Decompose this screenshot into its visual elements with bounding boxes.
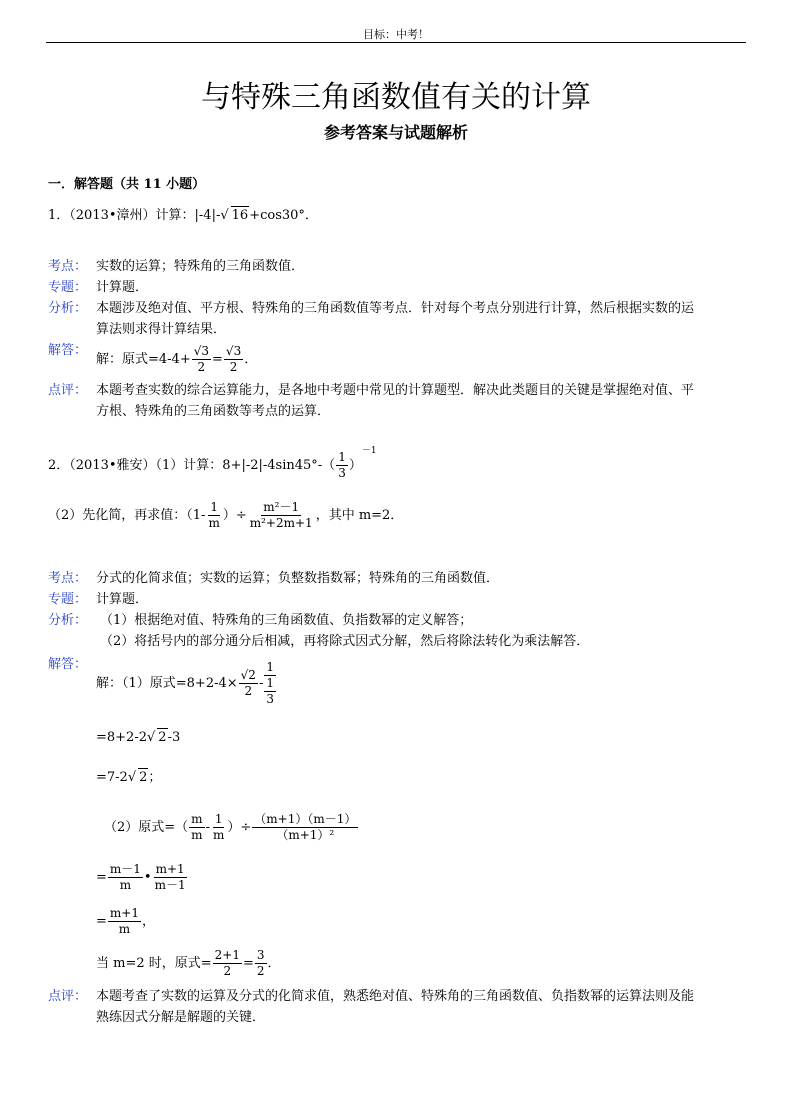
q2-part2-fraction-1	[206, 500, 221, 531]
q1-suffix: +cos30°．	[249, 208, 318, 223]
q2-j7-fraction-1	[213, 948, 242, 979]
q2-j6-fraction	[108, 906, 141, 937]
q2-j1-minus: -	[258, 676, 264, 691]
q2-j5-fraction-1	[108, 862, 143, 893]
page-title: 与特殊三角函数值有关的计算	[201, 80, 591, 115]
q2-part2-fraction-2	[248, 500, 315, 531]
q2-j4-f1-num: m	[191, 812, 203, 826]
q2-j3-suffix: ；	[148, 770, 162, 785]
q2-j7-f1-den: 2	[223, 964, 232, 978]
q2-j4-fraction-2	[211, 812, 226, 843]
q2-j6-eq: =	[96, 914, 107, 929]
q2-j5-f1-num: m－1	[109, 862, 141, 876]
q1-jieda-prefix: 解：原式=4-4+	[96, 352, 191, 367]
q2-j3-rad: 2	[139, 770, 148, 785]
q2-j5-fraction-2	[153, 862, 188, 893]
q2-part2	[48, 500, 403, 531]
q1-zhuanti: 计算题．	[96, 280, 149, 295]
q2-j4-big-fraction	[252, 812, 358, 843]
q2-fenxi-line1: （1）根据绝对值、特殊角的三角函数值、负指数幂的定义解答；	[100, 613, 473, 628]
q2-part1	[48, 446, 377, 481]
q2-dianping-line1: 本题考查了实数的运算及分式的化简求值，熟悉绝对值、特殊角的三角函数值、负指数幂的运算法则及能	[96, 989, 695, 1004]
q2-jieda-step7	[96, 948, 281, 979]
q2-j6-f-num: m+1	[109, 906, 139, 920]
q2-j4-fraction-1	[189, 812, 204, 843]
q1-prefix: 1．（2013•漳州）计算：|-4|-	[48, 208, 221, 223]
q1-fenxi-label: 分析：	[48, 301, 88, 316]
q2-j5-f1-den: m	[119, 878, 132, 892]
q2-part1-prefix: 2．（2013•雅安）（1）计算：8+|-2|-4sin45°-（	[48, 458, 336, 473]
q2-part1-close: ）	[348, 458, 362, 473]
q2-j1-complex-fraction	[264, 660, 276, 707]
q2-j1-cfrac-den-top: 1	[266, 676, 274, 690]
q2-j5-f2-den: m－1	[154, 878, 186, 892]
q1-sqrt-arg: 16	[231, 208, 249, 223]
q2-j7-end: ．	[267, 956, 281, 971]
q2-part2-suffix: ，其中 m=2．	[315, 508, 404, 523]
q2-kaodian-label: 考点：	[48, 571, 88, 586]
q2-j7-f2-num: 3	[256, 948, 265, 962]
q2-part1-frac-den: 3	[338, 466, 346, 480]
q2-j4-f1-den: m	[191, 828, 203, 842]
q2-jieda-step2	[96, 728, 180, 747]
sqrt-icon: √	[127, 770, 137, 785]
q2-part2-frac2-num: m²－1	[263, 500, 300, 514]
q2-j5-dot: •	[143, 870, 152, 885]
q2-j2-suffix: -3	[167, 730, 181, 745]
q1-dianping-line1: 本题考查实数的综合运算能力，是各地中考题中常见的计算题型．解决此类题目的关键是掌握绝对值、平	[96, 383, 695, 398]
q2-j6-suffix: ，	[141, 914, 155, 929]
q1-frac1-num: √3	[193, 344, 210, 358]
q1-dianping-label: 点评：	[48, 383, 88, 398]
header-rule	[46, 42, 746, 43]
q1-frac2-den: 2	[229, 360, 238, 374]
q2-j2-rad: 2	[158, 730, 167, 745]
q1-frac2-num: √3	[225, 344, 242, 358]
q2-j4-minus: -	[205, 820, 210, 835]
q2-j1-cfrac-den	[264, 676, 276, 707]
q1-zhuanti-label: 专题：	[48, 280, 88, 295]
q2-j1-prefix: 解：（1）原式=8+2-4×	[96, 676, 238, 691]
q2-j1-cfrac-num: 1	[266, 660, 274, 674]
q1-problem	[48, 206, 318, 225]
q2-j7-f1-num: 2+1	[214, 948, 240, 962]
q2-jieda-step4	[104, 812, 359, 843]
q2-dianping-line2: 熟练因式分解是解题的关键．	[96, 1010, 266, 1025]
q1-jieda	[96, 344, 257, 375]
q2-fenxi-line2: （2）将括号内的部分通分后相减，再将除式因式分解，然后将除法转化为乘法解答．	[100, 634, 590, 649]
sqrt-icon: √	[147, 730, 156, 745]
q2-part2-frac1-num: 1	[210, 500, 218, 514]
section-heading: 一．解答题（共 11 小题）	[48, 177, 206, 192]
q2-jieda-step6	[96, 906, 155, 937]
q2-j7-fraction-2	[255, 948, 267, 979]
q2-kaodian: 分式的化简求值；实数的运算；负整数指数幂；特殊角的三角函数值．	[96, 571, 500, 586]
q1-jieda-label: 解答：	[48, 343, 88, 358]
q2-j1-cfrac-den-bot: 3	[266, 692, 274, 706]
q2-j6-f-den: m	[118, 922, 131, 936]
q2-j4-f2-num: 1	[214, 812, 223, 826]
q2-zhuanti-label: 专题：	[48, 592, 88, 607]
q2-j5-eq: =	[96, 870, 107, 885]
page-subtitle: 参考答案与试题解析	[323, 123, 468, 142]
q1-kaodian: 实数的运算；特殊角的三角函数值．	[96, 259, 305, 274]
q2-j1-frac-den: 2	[244, 684, 253, 698]
q2-zhuanti: 计算题．	[96, 592, 149, 607]
q1-fenxi-line2: 算法则求得计算结果．	[96, 322, 227, 337]
q2-part2-frac2-den: m²+2m+1	[249, 516, 313, 530]
q2-jieda-step5	[96, 862, 189, 893]
q2-j4-prefix: （2）原式=（	[104, 820, 189, 835]
q1-frac1-den: 2	[197, 360, 206, 374]
q2-part1-frac-num: 1	[338, 450, 346, 464]
q2-part1-fraction	[336, 450, 348, 481]
q2-j2-prefix: =8+2-2	[96, 730, 147, 745]
q2-j1-frac-num: √2	[240, 668, 256, 682]
q2-j4-big-den: （m+1）²	[276, 828, 335, 842]
sqrt-icon: √	[220, 208, 229, 223]
q2-j4-f2-den: m	[212, 828, 225, 842]
q2-dianping-label: 点评：	[48, 989, 88, 1004]
q2-j7-prefix: 当 m=2 时，原式=	[96, 956, 212, 971]
q2-jieda-label: 解答：	[48, 657, 88, 672]
q1-dianping-line2: 方根、特殊角的三角函数等考点的运算．	[96, 404, 331, 419]
q2-fenxi-label: 分析：	[48, 613, 88, 628]
q2-j7-eq: =	[242, 956, 254, 971]
q2-j7-f2-den: 2	[256, 964, 265, 978]
q2-j1-fraction	[239, 668, 258, 699]
q2-j4-div: ）÷	[227, 820, 252, 835]
q2-j3-prefix: =7-2	[96, 770, 128, 785]
q2-part1-exponent: －1	[361, 446, 377, 456]
q1-fraction-2	[224, 344, 243, 375]
q2-part2-prefix: （2）先化简，再求值：（1-	[48, 508, 206, 523]
q1-fenxi-line1: 本题涉及绝对值、平方根、特殊角的三角函数值等考点．针对每个考点分别进行计算，然后根据实数的运	[96, 301, 695, 316]
q1-jieda-end: ．	[244, 352, 258, 367]
q2-j5-f2-num: m+1	[155, 862, 185, 876]
q2-jieda-step3	[96, 768, 161, 787]
q2-j4-big-num: （m+1）（m－1）	[254, 812, 357, 826]
page-header: 目标：中考！	[363, 28, 429, 41]
q1-fraction-1	[192, 344, 211, 375]
q1-jieda-mid: =	[212, 352, 223, 367]
q2-jieda-step1	[96, 660, 277, 707]
q1-kaodian-label: 考点：	[48, 259, 88, 274]
q2-part2-frac1-den: m	[208, 516, 220, 530]
q2-part2-div: ）÷	[222, 508, 247, 523]
